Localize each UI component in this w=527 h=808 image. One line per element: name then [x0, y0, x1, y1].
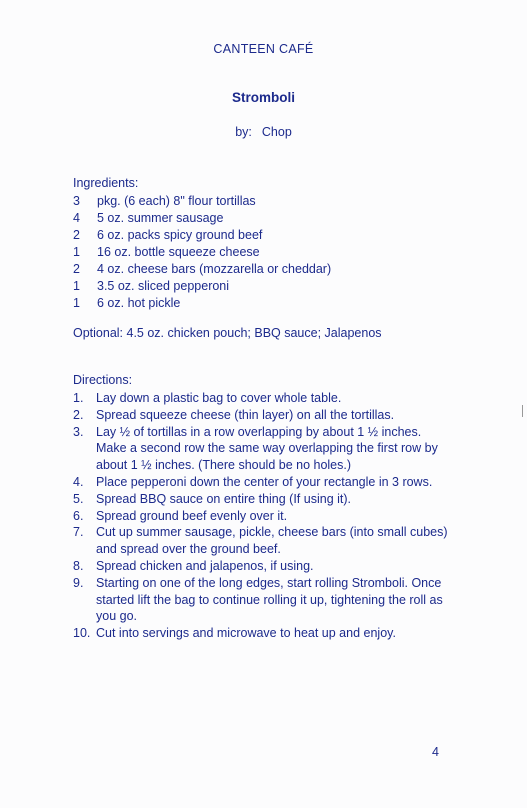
step-number: 2. — [73, 407, 84, 422]
by-label: by: — [235, 125, 252, 139]
step-number: 1. — [73, 391, 84, 405]
step-number: 4. — [73, 474, 84, 489]
directions-list — [73, 390, 453, 642]
ingredient-text: 3.5 oz. sliced pepperoni — [97, 279, 230, 293]
ingredient-text: 4 oz. cheese bars (mozzarella or cheddar) — [97, 262, 332, 276]
ingredient-qty: 1 — [73, 296, 80, 310]
step-text: Spread ground beef evenly over it. — [96, 508, 288, 523]
direction-step — [73, 491, 453, 508]
direction-step — [73, 508, 453, 525]
ingredient-qty: 2 — [73, 228, 80, 242]
ingredient-item — [73, 210, 331, 227]
ingredient-item — [73, 295, 331, 312]
recipe-title: Stromboli — [232, 90, 295, 105]
direction-step — [73, 575, 453, 625]
binding-edge-mark — [522, 405, 523, 417]
ingredient-item — [73, 244, 331, 261]
step-number: 5. — [73, 491, 84, 506]
step-number: 10. — [73, 626, 91, 641]
ingredient-qty: 3 — [73, 194, 80, 208]
page-number: 4 — [432, 745, 439, 759]
ingredient-qty: 4 — [73, 211, 80, 225]
ingredient-item — [73, 261, 331, 278]
ingredient-qty: 2 — [73, 262, 80, 276]
directions-heading: Directions: — [73, 373, 133, 387]
step-number: 9. — [73, 575, 84, 590]
step-text: Spread BBQ sauce on entire thing (If using it). — [96, 491, 351, 506]
step-number: 8. — [73, 558, 84, 573]
recipe-byline — [0, 125, 527, 139]
step-number: 7. — [73, 525, 84, 540]
step-text: Lay down a plastic bag to cover whole table. — [96, 391, 342, 405]
step-text: Starting on one of the long edges, start rolling Stromboli. Once started lift the bag to continue rolling it up, tightening the roll as you go. — [96, 575, 443, 624]
ingredient-text: 5 oz. summer sausage — [97, 211, 224, 225]
direction-step — [73, 407, 453, 424]
direction-step — [73, 390, 453, 407]
ingredient-qty: 1 — [73, 245, 80, 259]
ingredient-text: 6 oz. packs spicy ground beef — [97, 228, 263, 242]
recipe-author: Chop — [261, 125, 292, 139]
optional-ingredients: Optional: 4.5 oz. chicken pouch; BBQ sauce; Jalapenos — [73, 326, 382, 340]
ingredient-item — [73, 278, 331, 295]
page-header: CANTEEN CAFÉ — [213, 42, 314, 56]
step-text: Cut into servings and microwave to heat up and enjoy. — [96, 626, 396, 641]
step-text: Spread squeeze cheese (thin layer) on all the tortillas. — [96, 407, 395, 422]
direction-step — [73, 424, 453, 474]
direction-step — [73, 524, 453, 558]
step-text: Lay ½ of tortillas in a row overlapping by about 1 ½ inches. Make a second row the same way overlapping the first row by about 1 ½ inches. (There should be no holes.) — [96, 424, 438, 473]
direction-step — [73, 474, 453, 491]
ingredient-qty: 1 — [73, 279, 80, 293]
step-text: Place pepperoni down the center of your rectangle in 3 rows. — [96, 474, 433, 489]
ingredient-item — [73, 227, 331, 244]
ingredient-text: 6 oz. hot pickle — [97, 296, 181, 310]
step-number: 3. — [73, 424, 84, 439]
ingredients-list — [73, 193, 331, 312]
direction-step — [73, 558, 453, 575]
ingredient-text: pkg. (6 each) 8" flour tortillas — [97, 194, 256, 208]
ingredient-text: 16 oz. bottle squeeze cheese — [97, 245, 260, 259]
direction-step — [73, 625, 453, 642]
step-text: Spread chicken and jalapenos, if using. — [96, 558, 314, 573]
step-text: Cut up summer sausage, pickle, cheese bars (into small cubes) and spread over the ground beef. — [96, 525, 448, 557]
ingredients-heading: Ingredients: — [73, 176, 139, 190]
ingredient-item — [73, 193, 331, 210]
step-number: 6. — [73, 508, 84, 523]
